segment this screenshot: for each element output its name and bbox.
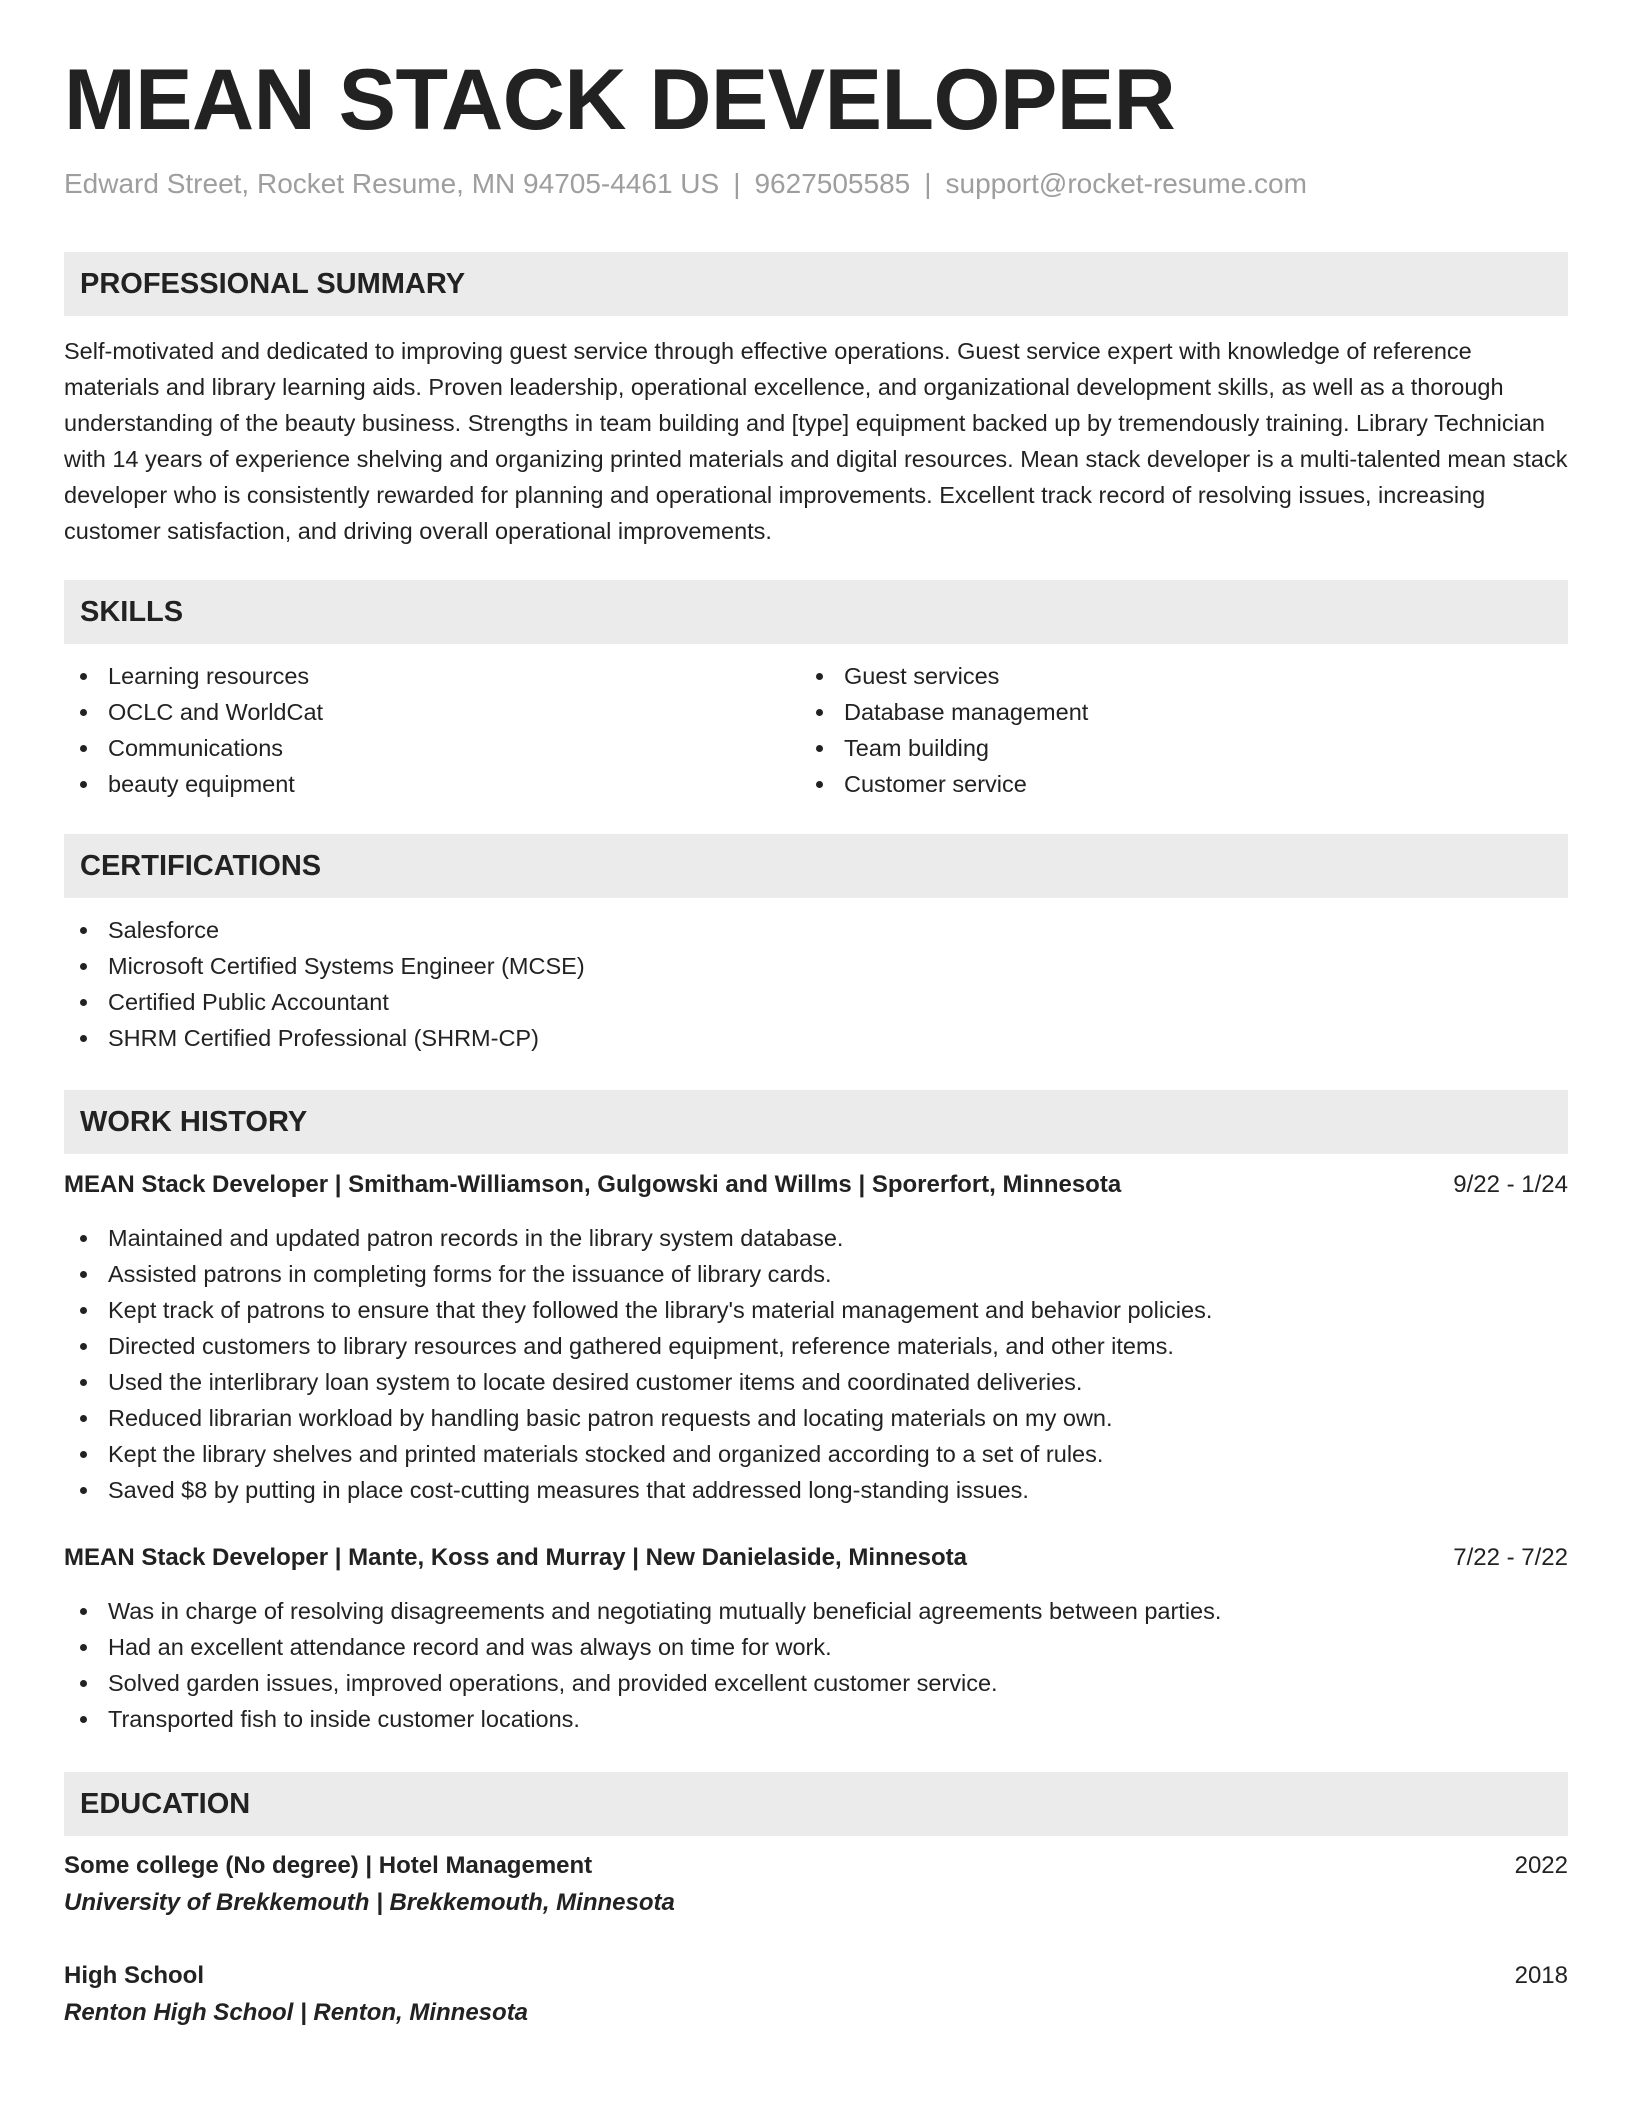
skill-item: Communications [64,730,323,766]
summary-text: Self-motivated and dedicated to improving guest service through effective operations. Guest service expert with knowledge of reference materials and library learning aids. Proven leadership, operational excellence, and organizational development skills, as well as a thorough understanding of the beauty business. Strengths in team building and [type] equipment backed up by tremendously training. Library Technician with 14 years of experience shelving and organizing printed materials and digital resources. Mean stack developer is a multi-talented mean stack developer who is consistently rewarded for planning and operational improvements. Excellent track record of resolving issues, increasing customer satisfaction, and driving overall operational improvements. [64,338,1568,544]
certifications-section-header [64,834,1568,898]
job-dates: 9/22 - 1/24 [1453,1171,1568,1198]
skill-item: Database management [800,694,1088,730]
work-history-heading: WORK HISTORY [80,1106,308,1138]
contact-email[interactable]: support@rocket-resume.com [945,168,1307,199]
skills-section-header [64,580,1568,644]
work-history-section-header [64,1090,1568,1154]
job-bullet: Kept the library shelves and printed materials stocked and organized according to a set of rules. [64,1436,1212,1472]
summary-heading: PROFESSIONAL SUMMARY [80,268,466,300]
skill-item: beauty equipment [64,766,323,802]
job-bullet: Used the interlibrary loan system to locate desired customer items and coordinated deliveries. [64,1364,1212,1400]
job-dates: 7/22 - 7/22 [1453,1544,1568,1571]
job-bullet: Reduced librarian workload by handling basic patron requests and locating materials on my own. [64,1400,1212,1436]
job-bullet: Saved $8 by putting in place cost-cutting measures that addressed long-standing issues. [64,1472,1212,1508]
skill-item: OCLC and WorldCat [64,694,323,730]
summary-section-header [64,252,1568,316]
job-entry-header [64,1540,1568,1576]
skills-list-right [800,658,1088,802]
contact-phone: 9627505585 [754,168,911,199]
education-heading: EDUCATION [80,1788,251,1820]
certification-item: Salesforce [64,912,585,948]
contact-separator: | [924,168,932,199]
job-bullets [64,1220,1212,1508]
job-title: MEAN Stack Developer | Mante, Koss and Murray | New Danielaside, Minnesota [64,1544,968,1571]
contact-separator: | [733,168,741,199]
job-title: MEAN Stack Developer | Smitham-Williamson, Gulgowski and Willms | Sporerfort, Minnesota [64,1171,1122,1198]
education-school: University of Brekkemouth | Brekkemouth, Minnesota [64,1889,675,1916]
job-bullet: Solved garden issues, improved operations, and provided excellent customer service. [64,1665,1221,1701]
candidate-name: MEAN STACK DEVELOPER [64,52,1176,148]
education-section-header [64,1772,1568,1836]
skill-item: Customer service [800,766,1088,802]
education-degree: Some college (No degree) | Hotel Management [64,1852,593,1879]
job-bullets [64,1593,1221,1737]
education-year: 2022 [1514,1852,1568,1879]
job-bullet: Assisted patrons in completing forms for the issuance of library cards. [64,1256,1212,1292]
skill-item: Learning resources [64,658,323,694]
contact-line [64,164,1307,204]
certification-item: Certified Public Accountant [64,984,585,1020]
contact-address: Edward Street, Rocket Resume, MN 94705-4461 US [64,168,720,199]
education-year: 2018 [1514,1962,1568,1989]
skill-item: Guest services [800,658,1088,694]
job-bullet: Kept track of patrons to ensure that they followed the library's material management and behavior policies. [64,1292,1212,1328]
certifications-list [64,912,585,1056]
education-entry-header [64,1958,1568,1994]
skill-item: Team building [800,730,1088,766]
certification-item: SHRM Certified Professional (SHRM-CP) [64,1020,585,1056]
job-bullet: Was in charge of resolving disagreements and negotiating mutually beneficial agreements between parties. [64,1593,1221,1629]
job-bullet: Transported fish to inside customer locations. [64,1701,1221,1737]
job-bullet: Had an excellent attendance record and was always on time for work. [64,1629,1221,1665]
skills-list-left [64,658,323,802]
job-bullet: Maintained and updated patron records in the library system database. [64,1220,1212,1256]
job-bullet: Directed customers to library resources and gathered equipment, reference materials, and other items. [64,1328,1212,1364]
certifications-heading: CERTIFICATIONS [80,850,322,882]
education-entry-header [64,1848,1568,1884]
skills-heading: SKILLS [80,596,184,628]
education-degree: High School [64,1962,204,1989]
certification-item: Microsoft Certified Systems Engineer (MCSE) [64,948,585,984]
job-entry-header [64,1167,1568,1203]
education-school: Renton High School | Renton, Minnesota [64,1999,529,2026]
